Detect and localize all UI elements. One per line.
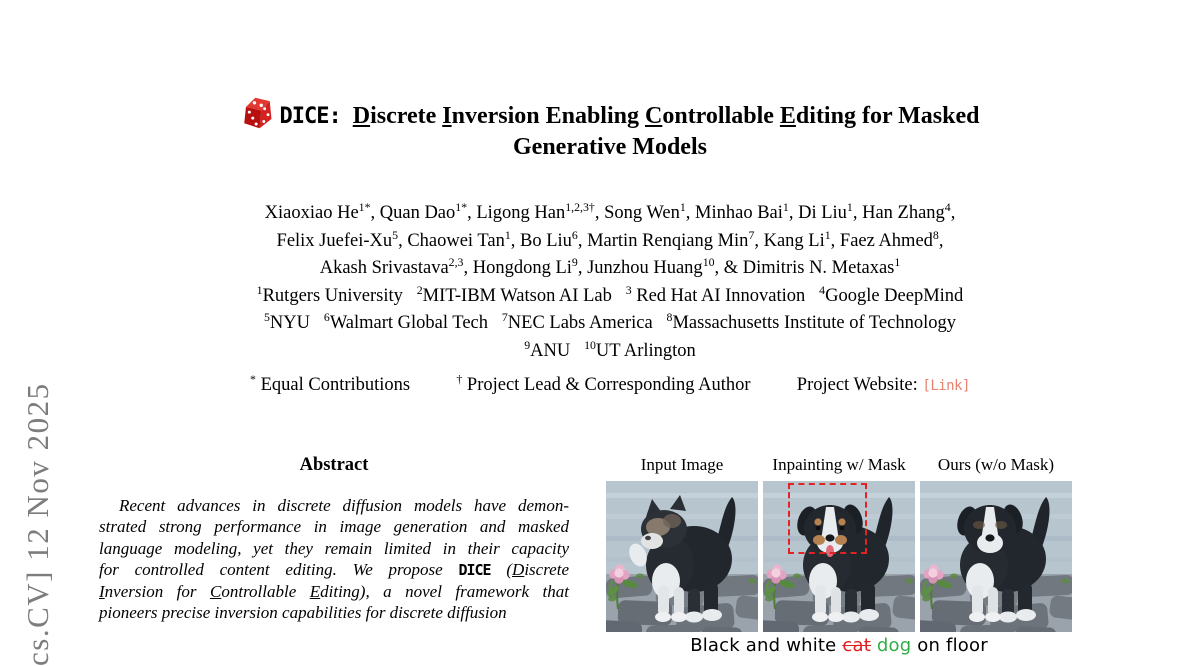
abstract-heading: Abstract: [299, 455, 369, 475]
figure-panel-inpainting: [763, 481, 915, 632]
figure-label-inpainting: Inpainting w/ Mask: [772, 455, 906, 474]
affiliations-line-2: $^5$NYU $^6$Walmart Global Tech $^7$NEC Labs America $^8$Massachusetts Institute of Technology: [264, 309, 956, 333]
figure-panel-input-image: [606, 481, 758, 632]
title-line-2: Generative Models: [513, 134, 707, 160]
figure-panel-ours: [920, 481, 1072, 632]
dice-icon: [240, 95, 274, 131]
abstract-paragraph: Recent advances in discrete diffusion models have demon- strated strong performance in image generation and masked language modeling, yet they remain limited in their capacity for controlled content editing. We propose DICE (Discrete Inversion for Controllable Editing), a novel framework that pioneers precise inversion capabilities for discrete diffusion: [99, 496, 569, 623]
authors-block: [60, 200, 1160, 401]
figure-label-input-image: Input Image: [640, 455, 724, 474]
paper-title: [60, 95, 1160, 163]
puppy-photo: [920, 481, 1072, 632]
title-line-1: [60, 95, 1160, 132]
arxiv-banner: cs.CV] 12 Nov 2025: [20, 382, 55, 666]
figure-caption: Black and white cat dog on floor: [690, 635, 988, 656]
affiliations-line-1: $^1$Rutgers University $^2$MIT-IBM Watson AI Lab $^3$ Red Hat AI Innovation $^4$Google DeepMind: [256, 282, 964, 306]
abstract-section: [99, 455, 569, 624]
affiliations-line-3: $^9$ANU $^{10}$UT Arlington: [524, 337, 696, 361]
figure-label-ours: Ours (w/o Mask): [937, 455, 1055, 474]
authors-line-1: Xiaoxiao $He^{1*}$, Quan Dao$^{1*}$, Ligong Han$^{1,2,3\dagger}$, Song Wen$^1$, Minhao Bai$^1$, Di Liu$^1$, Han Zhang$^4$,: [264, 199, 956, 223]
inpainting-mask-box: [788, 483, 867, 554]
authors-line-3: Akash Srivastava$^{2,3}$, Hongdong Li$^9$, Junzhou Huang$^{10}$, & Dimitris N. Metaxas$^1$: [319, 254, 901, 278]
puppy-photo: [606, 481, 758, 632]
footnotes-line: * Equal Contributions † Project Lead & Corresponding Author Project Website: [Link]: [250, 371, 970, 395]
authors-line-2: Felix Juefei-Xu$^5$, Chaowei Tan$^1$, Bo Liu$^6$, Martin Renqiang Min$^7$, Kang Li$^1$, Faez Ahmed$^8$,: [276, 227, 944, 251]
project-website-link[interactable]: [Link]: [922, 378, 970, 394]
title-text: DICE: Discrete Inversion Enabling Controllable Editing for Masked: [279, 103, 980, 129]
